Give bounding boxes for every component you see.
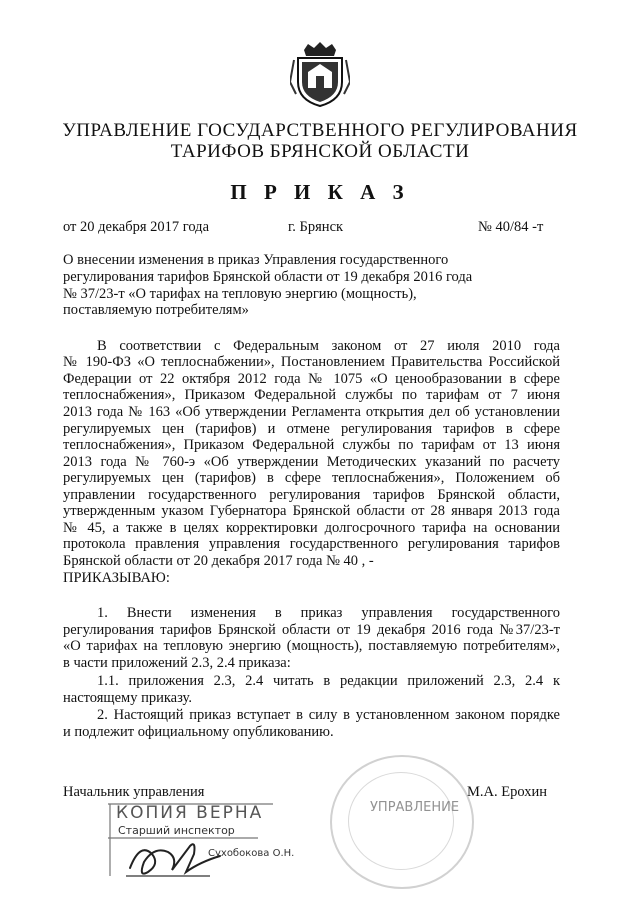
subject-line: регулирования тарифов Брянской области от 19 декабря 2016 года (63, 269, 473, 285)
order-item-line: «О тарифах на тепловую энергию (мощность), поставляемую потребителям», (63, 638, 560, 654)
order-item-line: регулирования тарифов Брянской области от 19 декабря 2016 года №37/23-т (63, 622, 560, 638)
round-stamp-inner (348, 772, 454, 870)
coat-of-arms-icon (290, 42, 350, 108)
command-word: ПРИКАЗЫВАЮ: (63, 570, 170, 586)
order-item-line: 1.1. приложения 2.3, 2.4 читать в редакции приложений 2.3, 2.4 к (97, 673, 560, 689)
round-stamp-text: УПРАВЛЕНИЕ (370, 800, 460, 815)
copy-stamp-title: КОПИЯ ВЕРНА (116, 803, 264, 823)
organization-name-line1: УПРАВЛЕНИЕ ГОСУДАРСТВЕННОГО РЕГУЛИРОВАНИЯ (62, 120, 578, 141)
copy-stamp-person: Сухобокова О.Н. (208, 848, 295, 859)
order-city: г. Брянск (288, 219, 344, 235)
subject-line: О внесении изменения в приказ Управления государственного (63, 252, 449, 268)
preamble-line: утвержденным указом Губернатора Брянской области от 28 января 2013 года (63, 503, 560, 519)
signatory-name: М.А. Ерохин (467, 784, 548, 800)
order-date: от 20 декабря 2017 года (63, 219, 209, 235)
signatory-position: Начальник управления (63, 784, 205, 800)
preamble-line: протокола правления управления государственного регулирования тарифов (63, 536, 560, 552)
copy-stamp-role: Старший инспектор (118, 824, 235, 837)
preamble-line: Брянской области от 20 декабря 2017 года № 40 , - (63, 553, 374, 569)
order-item-line: 1. Внести изменения в приказ управления государственного (97, 605, 560, 621)
organization-name-line2: ТАРИФОВ БРЯНСКОЙ ОБЛАСТИ (170, 141, 470, 162)
handwritten-signature (120, 832, 240, 882)
preamble-line: регулируемых цен (тарифов) и отмене регулирования тарифов в сфере (63, 421, 560, 437)
preamble-line: В соответствии с Федеральным законом от 27 июля 2010 года (97, 338, 560, 354)
order-item-line: 2. Настоящий приказ вступает в силу в установленном законом порядке (97, 707, 560, 723)
order-item-line: настоящему приказу. (63, 690, 192, 706)
preamble-line: 2013 года № 760-э «Об утверждении Методических указаний по расчету (63, 454, 560, 470)
order-item-line: и подлежит официальному опубликованию. (63, 724, 334, 740)
preamble-line: Федерации от 22 октября 2012 года № 1075 «О ценообразовании в сфере (63, 371, 560, 387)
preamble-line: № 190-ФЗ «О теплоснабжении», Постановлением Правительства Российской (63, 354, 560, 370)
preamble-line: 2013 года № 163 «Об утверждении Регламента открытия дел об установлении (63, 404, 560, 420)
preamble-line: регулируемых цен (тарифов) в сфере теплоснабжения», Положением об (63, 470, 560, 486)
order-number: № 40/84 -т (478, 219, 544, 235)
preamble-line: № 45, а также в целях корректировки долгосрочного тарифа на основании (63, 520, 560, 536)
preamble-line: теплоснабжения», Приказом Федеральной службы по тарифам от 7 июня (63, 387, 560, 403)
document-type-title: П Р И К А З (230, 180, 410, 204)
subject-line: поставляемую потребителям» (63, 302, 249, 318)
preamble-line: теплоснабжения», Приказом Федеральной службы по тарифам от 13 июня (63, 437, 560, 453)
subject-line: № 37/23-т «О тарифах на тепловую энергию (мощность), (63, 286, 417, 302)
order-item-line: в части приложений 2.3, 2.4 приказа: (63, 655, 291, 671)
preamble-line: управлении государственного регулирования тарифов Брянской области, (63, 487, 560, 503)
